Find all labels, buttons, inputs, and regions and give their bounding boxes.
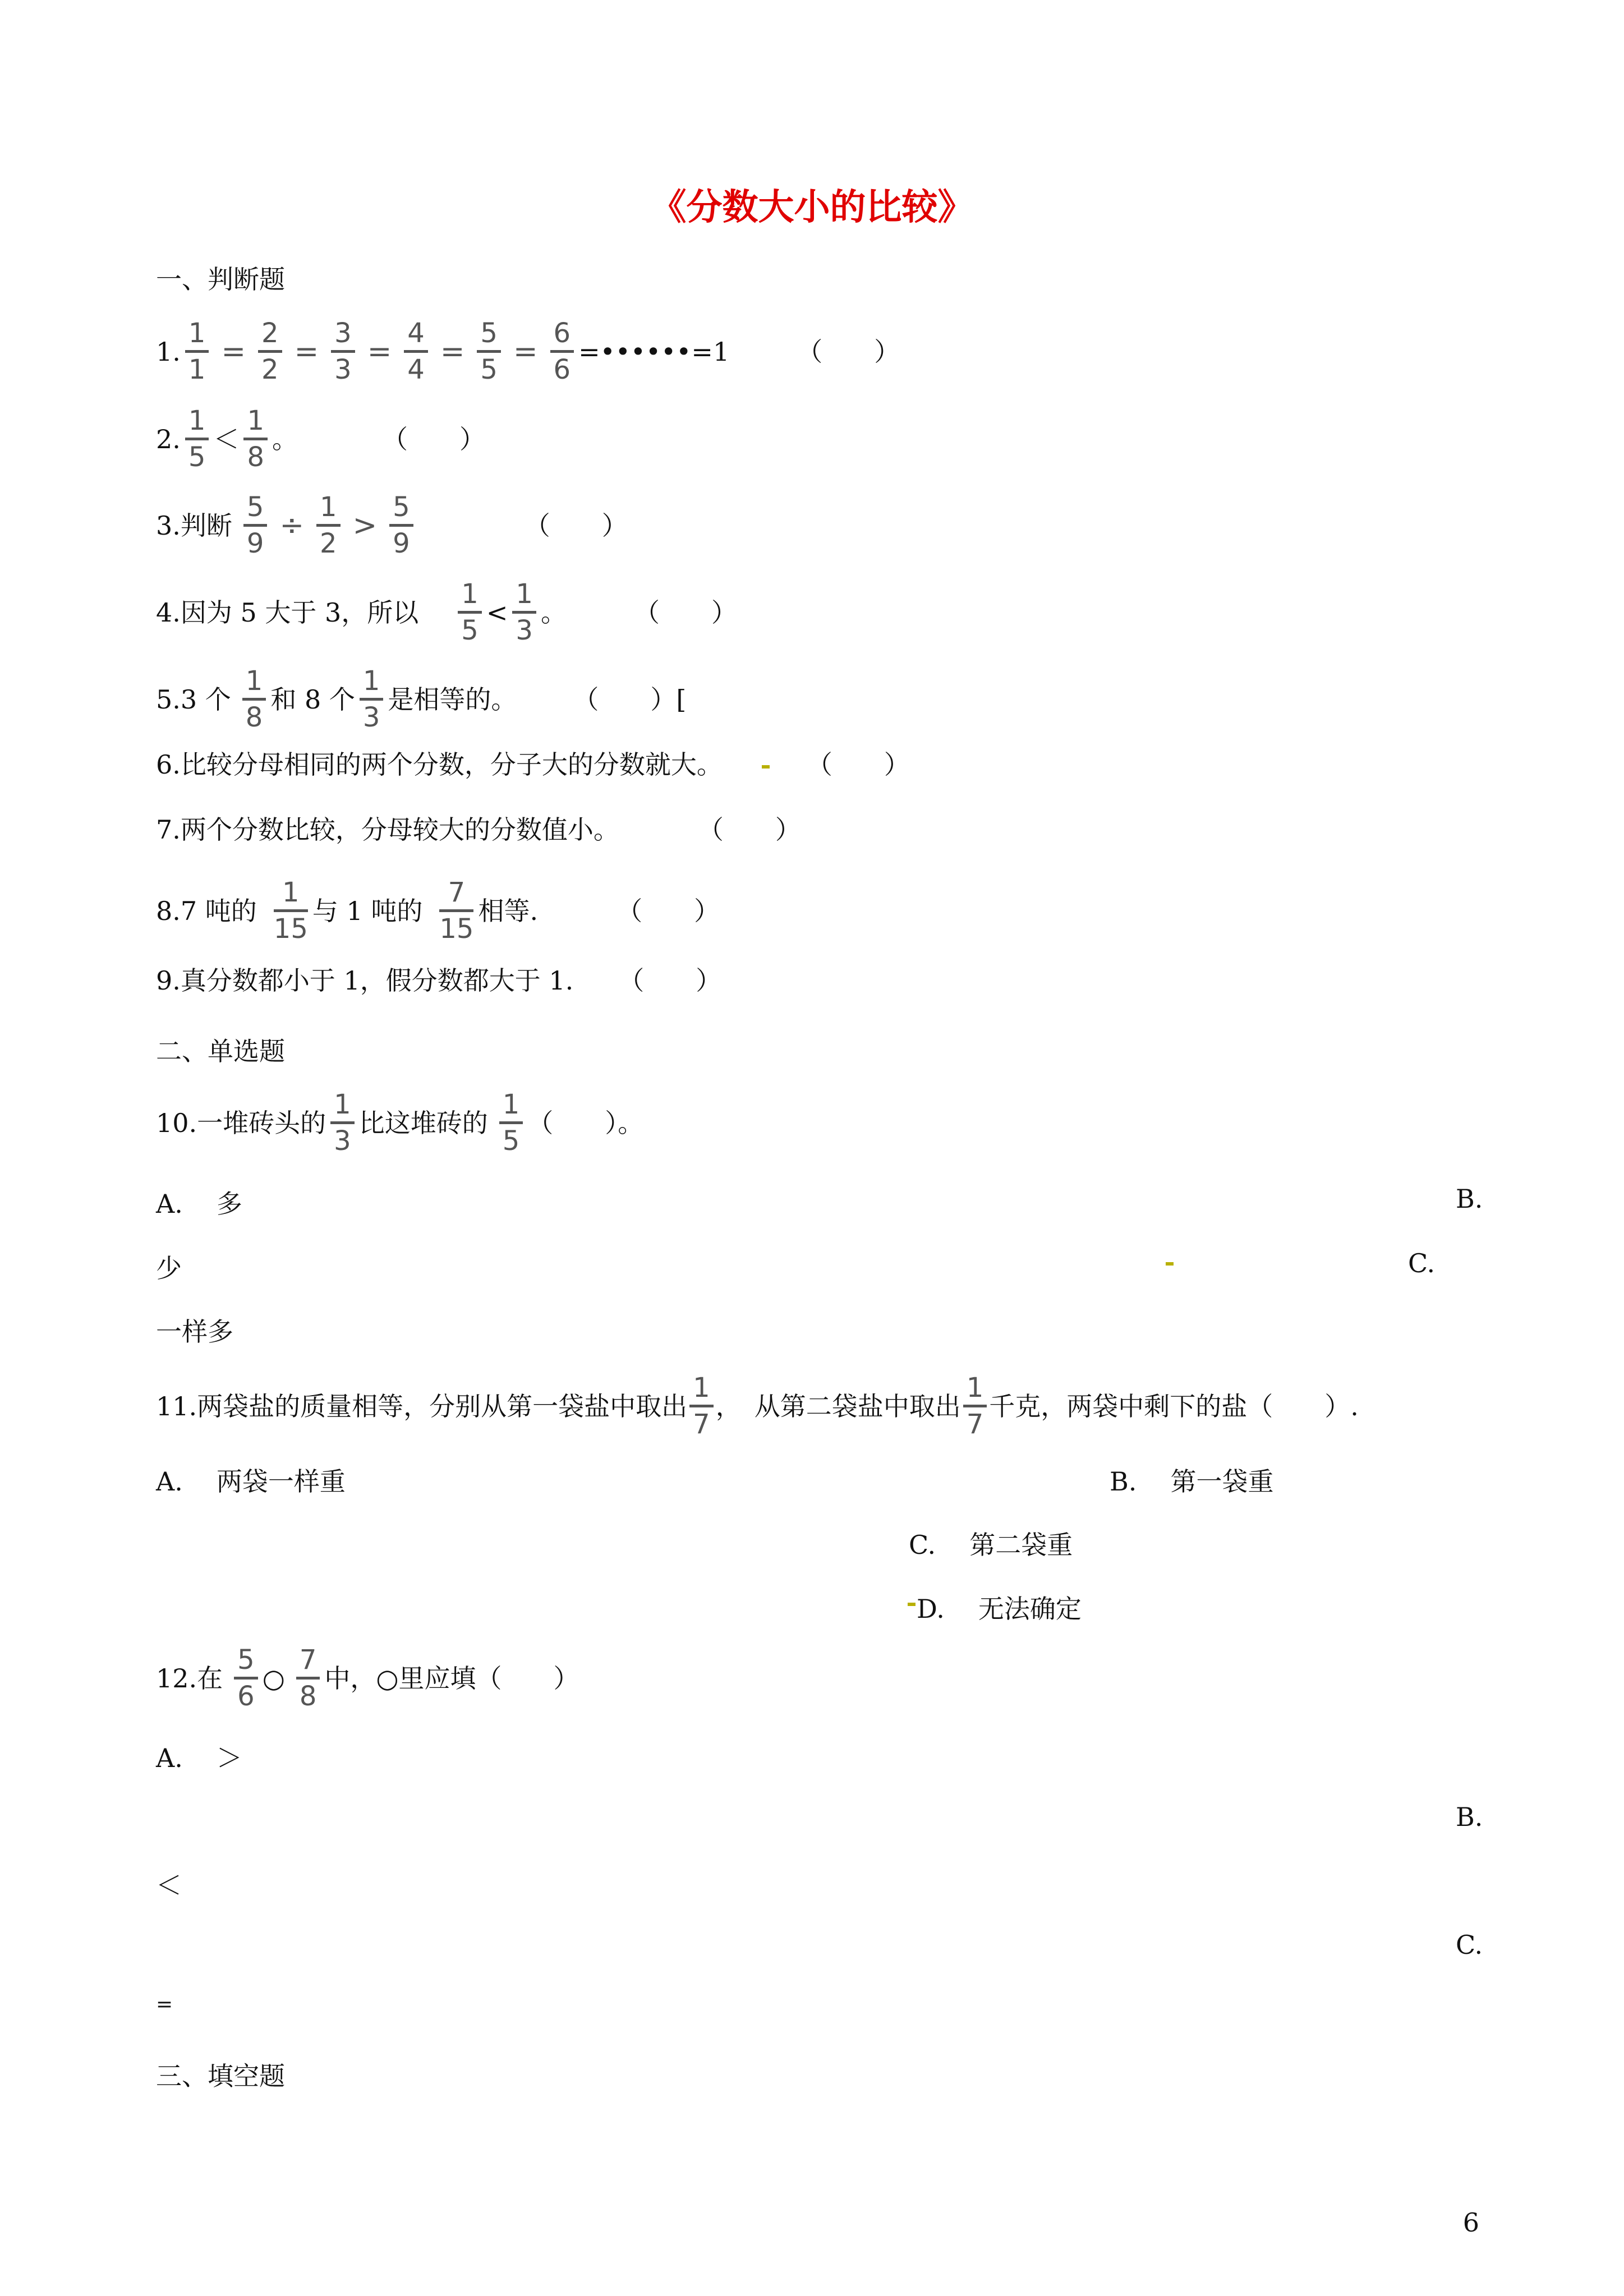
fraction: 6 6	[550, 320, 574, 383]
fraction: 5 9	[243, 494, 268, 557]
answer-paren: （ ）	[806, 749, 910, 780]
fraction: 1 3	[360, 668, 384, 731]
fraction: 1 15	[273, 877, 308, 945]
option-c-text[interactable]: =	[156, 1993, 173, 2016]
question-9: 9.真分数都小于 1，假分数都大于 1. （ ）	[156, 965, 722, 996]
answer-paren: （ ）	[524, 510, 628, 541]
option-b[interactable]: B. 第一袋重	[1110, 1466, 1274, 1497]
fraction: 3 3	[331, 320, 355, 383]
answer-paren: （ ）。	[527, 1107, 644, 1138]
fraction: 1 5	[499, 1091, 523, 1154]
question-1: 1. 1 1 = 2 2 = 3 3 = 4 4 = 5 5 = 6 6 =••••••=1 （ ）	[156, 318, 900, 385]
question-5: 5.3 个 1 8 和 8 个 1 3 是相等的。 （ ）[	[156, 665, 687, 733]
option-c-text[interactable]: 一样多	[156, 1317, 233, 1347]
fraction: 1 1	[185, 320, 209, 383]
answer-paren: （ ）	[697, 815, 801, 845]
fraction: 5 6	[234, 1646, 258, 1710]
option-c[interactable]: C. 第二袋重	[909, 1530, 1073, 1560]
option-b-text[interactable]: ＜	[156, 1870, 182, 1901]
question-11: 11.两袋盐的质量相等，分别从第一袋盐中取出 1 7 ， 从第二袋盐中取出 1 7 千克，两袋中剩下的盐（ ）.	[156, 1372, 1359, 1440]
fraction: 1 5	[458, 581, 482, 644]
question-7: 7.两个分数比较，分母较大的分数值小。 （ ）	[156, 815, 801, 845]
option-c-label[interactable]: C.	[1456, 1930, 1483, 1960]
fraction: 1 7	[963, 1374, 987, 1438]
answer-paren: （ ）	[618, 965, 722, 996]
option-a[interactable]: A. 多	[156, 1189, 242, 1219]
question-12: 12.在 5 6 ○ 7 8 中，○里应填（ ）	[156, 1644, 579, 1712]
page-number: 6	[1462, 2207, 1479, 2238]
question-3: 3.判断 5 9 ÷ 1 2 > 5 9 （ ）	[156, 491, 628, 559]
stray-mark	[908, 1603, 915, 1606]
option-b-label[interactable]: B.	[1456, 1184, 1483, 1214]
answer-paren: （ ）	[633, 597, 737, 628]
answer-paren: （ ）	[617, 895, 720, 926]
question-8: 8.7 吨的 1 15 与 1 吨的 7 15 相等. （ ）	[156, 877, 720, 945]
question-4: 4.因为 5 大于 3，所以 1 5 < 1 3 。 （ ）	[156, 578, 737, 646]
option-b-text[interactable]: 少	[156, 1253, 182, 1283]
fraction: 1 3	[512, 581, 536, 644]
fraction: 5 5	[477, 320, 501, 383]
question-6: 6.比较分母相同的两个分数，分子大的分数就大 。 （ ）	[156, 749, 910, 780]
fraction: 1 8	[243, 407, 268, 471]
section-heading-judgment: 一、判断题	[156, 264, 285, 295]
section-heading-fill-in: 三、填空题	[156, 2061, 285, 2091]
fraction: 2 2	[258, 320, 282, 383]
fraction: 7 8	[296, 1646, 320, 1710]
stray-mark	[762, 765, 770, 769]
fraction: 1 8	[242, 668, 266, 731]
fraction: 4 4	[404, 320, 428, 383]
answer-paren: （ ）	[381, 424, 485, 454]
question-2: 2. 1 5 ＜ 1 8 。 （ ）	[156, 405, 485, 473]
fraction: 1 3	[330, 1091, 355, 1154]
fraction: 5 9	[389, 494, 413, 557]
option-a[interactable]: A. 两袋一样重	[156, 1466, 346, 1497]
fraction: 7 15	[439, 877, 474, 945]
stray-mark	[1166, 1262, 1174, 1266]
option-d[interactable]: D. 无法确定	[917, 1594, 1082, 1624]
answer-paren: （ ）[	[573, 684, 687, 715]
fraction: 1 2	[316, 494, 341, 557]
option-c-label[interactable]: C.	[1408, 1248, 1436, 1278]
fraction: 1 7	[689, 1374, 714, 1438]
section-heading-single-choice: 二、单选题	[156, 1036, 285, 1066]
option-b-label[interactable]: B.	[1456, 1802, 1483, 1832]
fraction: 1 5	[185, 407, 209, 471]
option-a[interactable]: A. ＞	[156, 1743, 242, 1773]
question-10: 10.一堆砖头的 1 3 比这堆砖的 1 5 （ ）。	[156, 1089, 644, 1157]
page-title: 《分数大小的比较》	[650, 187, 974, 228]
answer-paren: （ ）	[797, 336, 900, 367]
